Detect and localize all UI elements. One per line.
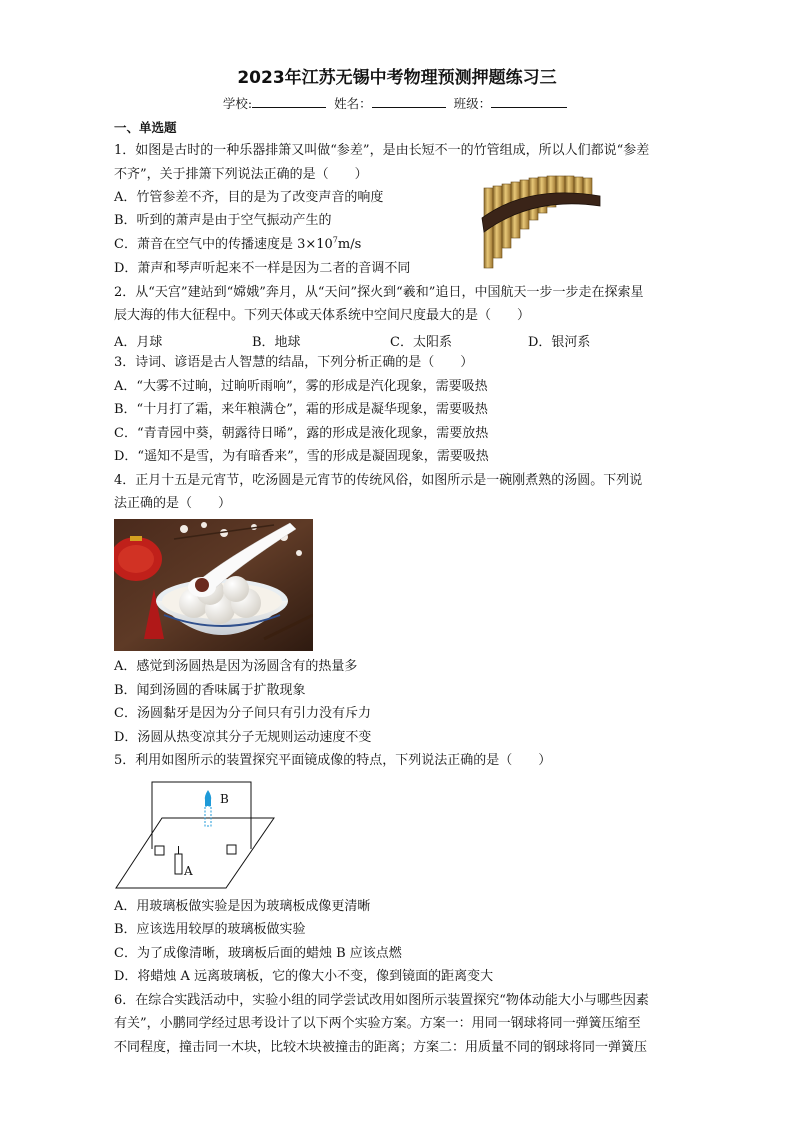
pan-flute-image — [478, 166, 604, 272]
q2-options — [114, 331, 714, 350]
page-title: 2023年江苏无锡中考物理预测押题练习三 — [237, 68, 557, 88]
class-blank[interactable] — [491, 94, 567, 108]
class-label: 班级： — [453, 96, 492, 111]
q1-option-b: B．听到的萧声是由于空气振动产生的 — [114, 213, 332, 228]
label-b: B — [220, 792, 229, 806]
q4-option-d: D．汤圆从热变凉其分子无规则运动速度不变 — [114, 730, 372, 745]
q2-option-c: C．太阳系 — [390, 335, 452, 350]
q1-option-c: C．萧音在空气中的传播速度是 $3\times 10^7m/s$ — [114, 235, 362, 252]
tangyuan-photo — [114, 519, 313, 651]
q1-option-d: D．萧声和琴声听起来不一样是因为二者的音调不同 — [114, 261, 411, 276]
q1-stem-line1: 1．如图是古时的一种乐器排箫又叫做“参差”，是由长短不一的竹管组成，所以人们都说“参差 — [114, 143, 650, 158]
q2-option-b: B．地球 — [252, 335, 301, 350]
q3-option-b: B．“十月打了霜，来年粮满仓”，霜的形成是凝华现象，需要吸热 — [114, 402, 488, 417]
label-a: A — [184, 864, 193, 878]
q5-option-c: C．为了成像清晰，玻璃板后面的蜡烛 B 应该点燃 — [114, 946, 402, 961]
q2-option-d: D．银河系 — [528, 335, 591, 350]
q5-option-d: D．将蜡烛 A 远离玻璃板，它的像大小不变，像到镜面的距离变大 — [114, 969, 494, 984]
q4-option-c: C．汤圆黏牙是因为分子间只有引力没有斥力 — [114, 706, 371, 721]
q5-option-b: B．应该选用较厚的玻璃板做实验 — [114, 922, 306, 937]
q3-option-a: A．“大雾不过晌，过晌听雨响”，雾的形成是汽化现象，需要吸热 — [114, 379, 488, 394]
school-blank[interactable] — [252, 94, 326, 108]
q4-option-b: B．闻到汤圆的香味属于扩散现象 — [114, 683, 306, 698]
q1-option-a: A．竹管参差不齐，目的是为了改变声音的响度 — [114, 190, 384, 205]
q2-option-a: A．月球 — [114, 335, 163, 350]
plane-mirror-diagram — [114, 776, 278, 892]
q4-stem-line2: 法正确的是（ ） — [114, 496, 232, 511]
q2-stem-line1: 2．从“天宫”建站到“嫦娥”奔月，从“天问”探火到“羲和”追日，中国航天一步一步走在探索星 — [114, 285, 644, 300]
name-blank[interactable] — [372, 94, 446, 108]
q5-stem: 5．利用如图所示的装置探究平面镜成像的特点，下列说法正确的是（ ） — [114, 753, 552, 768]
q3-option-d: D．“遥知不是雪，为有暗香来”，雪的形成是凝固现象，需要吸热 — [114, 449, 489, 464]
q1-stem-line2: 不齐”，关于排箫下列说法正确的是（ ） — [114, 167, 368, 182]
student-info-line — [0, 94, 794, 112]
q6-stem-line3: 不同程度，撞击同一木块，比较木块被撞击的距离；方案二：用质量不同的钢球将同一弹簧压 — [114, 1040, 648, 1055]
q5-option-a: A．用玻璃板做实验是因为玻璃板成像更清晰 — [114, 899, 371, 914]
section-heading: 一、单选题 — [114, 120, 177, 135]
q6-stem-line1: 6．在综合实践活动中，实验小组的同学尝试改用如图所示装置探究“物体动能大小与哪些因素 — [114, 993, 649, 1008]
q4-stem-line1: 4．正月十五是元宵节，吃汤圆是元宵节的传统风俗，如图所示是一碗刚煮熟的汤圆。下列说 — [114, 473, 643, 488]
name-label: 姓名： — [334, 96, 372, 111]
q3-option-c: C．“青青园中葵，朝露待日晞”，露的形成是液化现象，需要放热 — [114, 426, 489, 441]
q3-stem: 3．诗词、谚语是古人智慧的结晶，下列分析正确的是（ ） — [114, 355, 474, 370]
q6-stem-line2: 有关”，小鹏同学经过思考设计了以下两个实验方案。方案一：用同一钢球将同一弹簧压缩至 — [114, 1016, 641, 1031]
q2-stem-line2: 辰大海的伟大征程中。下列天体或天体系统中空间尺度最大的是（ ） — [114, 308, 531, 323]
q4-option-a: A．感觉到汤圆热是因为汤圆含有的热量多 — [114, 659, 358, 674]
school-label: 学校: — [222, 96, 253, 111]
